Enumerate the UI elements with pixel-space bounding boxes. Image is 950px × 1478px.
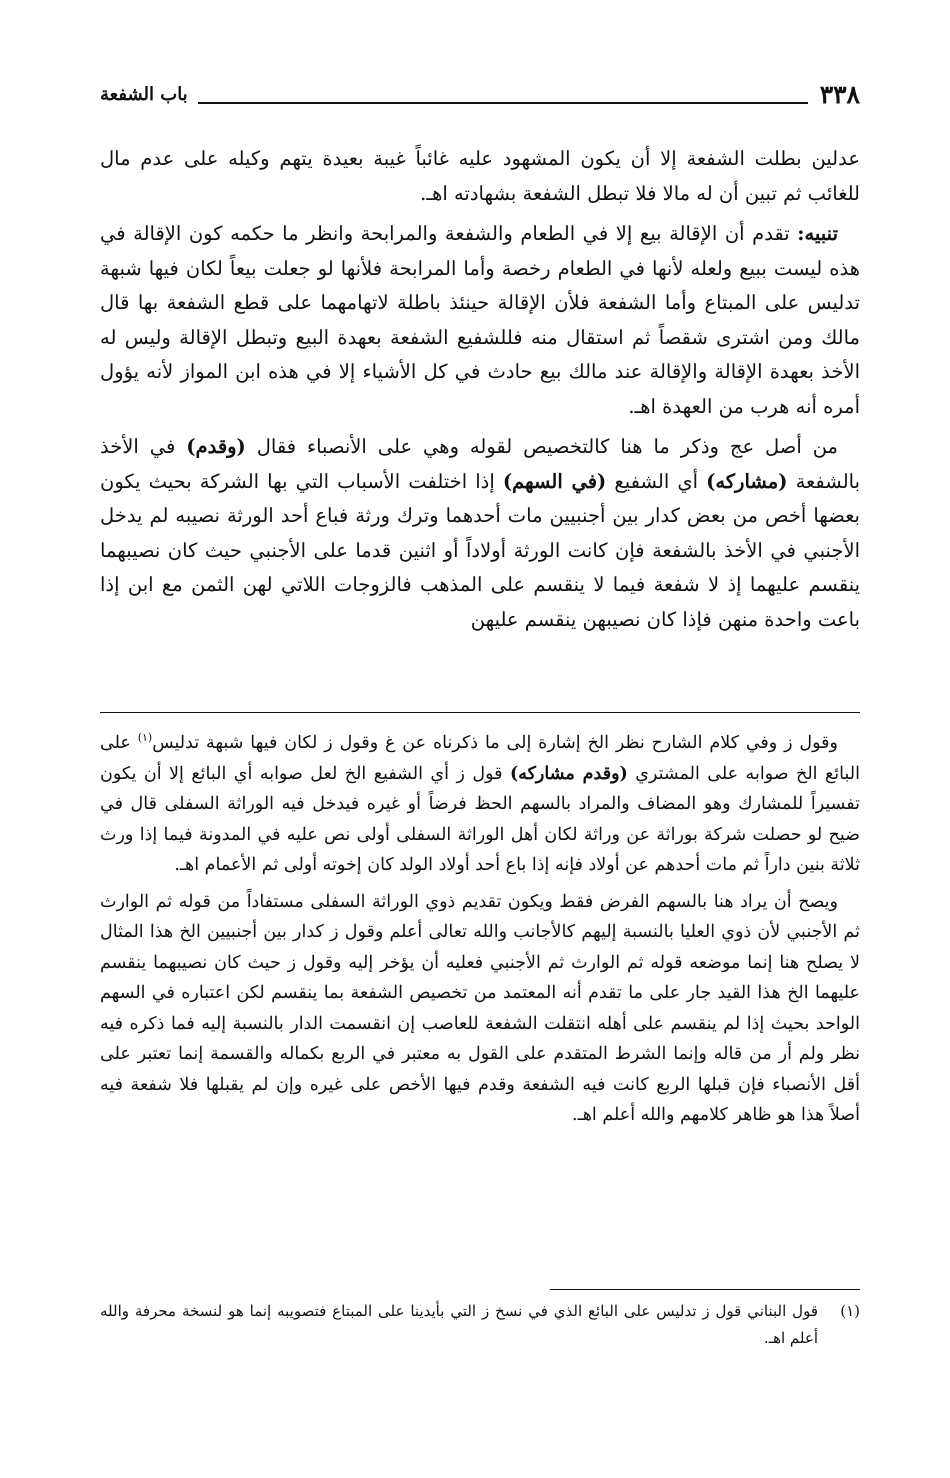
note-1-bold-quote: (وقدم مشاركه) [509, 763, 628, 784]
paragraph-2 [100, 217, 860, 424]
note-1-text-a: وقول ز وفي كلام الشارح نظر الخ إشارة إلى ما ذكرناه عن غ وقول ز لكان فيها شبهة تدليس [152, 733, 838, 753]
matn-wa-quddima: (وقدم) [186, 435, 246, 458]
note-paragraph-1 [100, 728, 860, 881]
paragraph-3-text-c: في الأخذ بالشفعة [100, 435, 861, 493]
paragraph-2-text: تقدم أن الإقالة بيع إلا في الطعام والشفعة والمرابحة وانظر ما حكمه كون الإقالة في هذه ليست ببيع ولعله لأنها في الطعام رخصة وأما المرابحة فلأنها لو جعلت بيعاً لكان فيها شبهة تدليس على المبتاع وأما الشفعة فلأن الإقالة حينئذ باطلة لاتهامهما على قطع الشفعة بها قال مالك ومن اشترى شقصاً ثم استقال منه فللشفيع الشفعة بعهدة البيع وتبطل الإقالة وليس له الأخذ بعهدة الإقالة والإقالة عند مالك بيع حادث في كل الأشياء إلا في هذه ابن المواز لأنه يؤول أمره أنه هرب من العهدة اهـ. [100, 222, 860, 418]
footnote-reference: (١) [137, 731, 153, 745]
header-rule [198, 102, 808, 104]
commentary-text [100, 728, 860, 1137]
tanbih-label: تنبيه: [797, 222, 838, 245]
paragraph-1: عدلين بطلت الشفعة إلا أن يكون المشهود عليه غائباً غيبة بعيدة يتهم وكيله على عدم مال للغائب ثم تبين أن له مالا فلا تبطل الشفعة بشهادته اهـ. [100, 147, 860, 205]
footnote-number: (١) [840, 1302, 860, 1320]
footnote-text: قول البناني قول ز تدليس على البائع الذي في نسخ ز التي بأيدينا على المبتاع فتصويبه إنما هو لنسخة محرفة والله أعلم اهـ. [100, 1302, 818, 1347]
page-number: ٣٣٨ [819, 80, 860, 109]
paragraph-3-text-d: أي الشفيع [606, 469, 707, 493]
matn-musharikuhu: (مشاركه) [706, 469, 788, 493]
note-1-text-b: على البائع الخ صوابه على المشتري [100, 733, 860, 784]
matn-fi-al-sahm: (في السهم) [502, 469, 607, 493]
note-1-text-c: قول ز أي الشفيع الخ لعل صوابه أي البائع إلا أن يكون تفسيراً للمشارك وهو المضاف والمراد بالسهم الحظ فرضاً أو غيره فيدخل فيه الوراثة السفلى قال في ضيح لو حصلت شركة بوراثة عن وراثة لكان أهل الوراثة السفلى أولى نص عليه في المدونة فيما إذا ورث ثلاثة بنين داراً ثم مات أحدهم عن أولاد فإنه إذا باع أحد أولاد الولد كان إخوته أولى ثم الأعمام اهـ. [100, 763, 860, 875]
main-text [100, 142, 860, 643]
page-header [100, 70, 860, 110]
note-paragraph-2: ويصح أن يراد هنا بالسهم الفرض فقط ويكون تقديم ذوي الوراثة السفلى مستفاداً من قوله ثم الوارث ثم الأجنبي لأن ذوي العليا بالنسبة إليهم كالأجانب والله تعالى أعلم وقول ز كدار بين أجنبيين الخ هذا المثال لا يصلح هنا إنما موضعه قوله ثم الوارث ثم الأجنبي فعليه أن يؤخر إليه وقول ز حيث كان نصيبهما ينقسم عليهما الخ هذا القيد جار على ما تقدم أنه المعتمد من تخصيص الشفعة بما ينقسم لكن اعتباره في السهم الواحد بحيث إذا لم ينقسم على أهله انتقلت الشفعة للعاصب إن انقسمت الدار بالنسبة إليه فما ذكره فيه نظر ولم أر من قاله وإنما الشرط المتقدم على القول به معتبر في الربع بكماله والقسمة إنما تعتبر على أقل الأنصباء فإن قبلها الربع كانت فيه الشفعة وقدم فيها الأخص على غيره وإن لم يقبلها فلا شفعة فيه أصلاً هذا هو ظاهر كلامهم والله أعلم اهـ. [100, 891, 860, 1125]
paragraph-3-text-e: إذا اختلفت الأسباب التي بها الشركة بحيث يكون بعضها أخص من بعض كدار بين أجنبيين مات أحدهما وترك ورثة فباع أحد الورثة نصيبه لم يدخل الأجنبي في الأخذ بالشفعة فإن كانت الورثة أولاداً أو اثنين قدما على الأجنبي حيث كان نصيبهما ينقسم عليهما إذ لا شفعة فيما لا ينقسم على المذهب فالزوجات اللاتي لهن الثمن مع ابن إذا باعت واحدة منهن فإذا كان نصيبهن ينقسم عليهن [100, 469, 860, 631]
commentary-divider [100, 712, 860, 713]
paragraph-3 [100, 430, 860, 637]
footnote [100, 1298, 860, 1352]
running-title: باب الشفعة [100, 84, 188, 105]
footnote-divider [550, 1289, 860, 1290]
paragraph-3-text-a: من أصل عج وذكر ما هنا كالتخصيص لقوله وهي على الأنصباء فقال [245, 435, 838, 458]
